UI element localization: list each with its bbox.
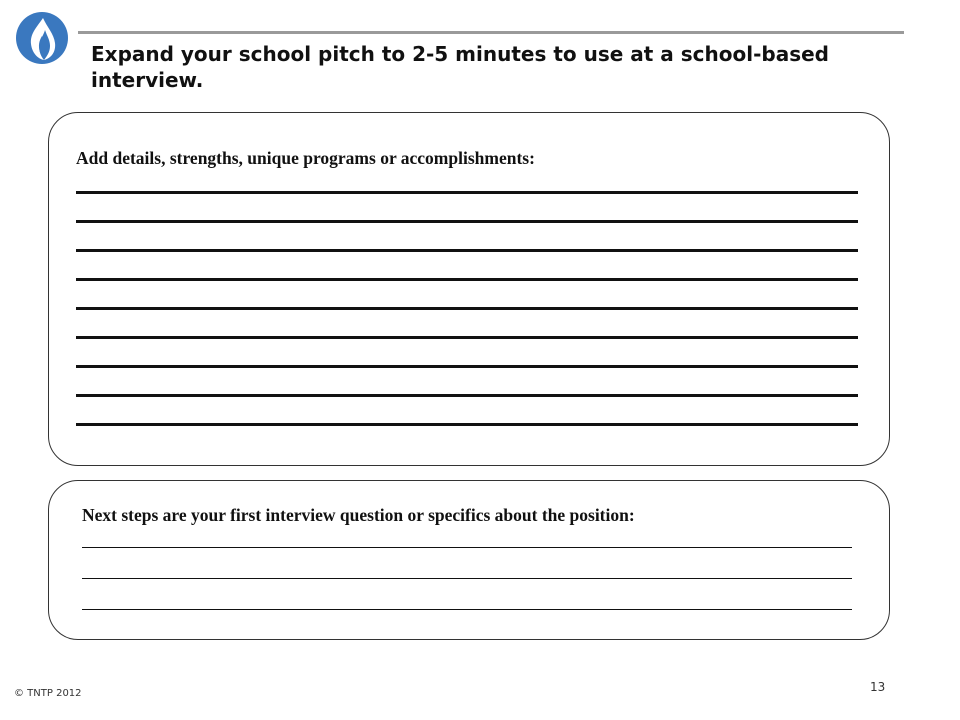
details-blank-line[interactable] [76, 278, 858, 281]
flame-logo-icon [14, 10, 70, 66]
details-blank-line[interactable] [76, 220, 858, 223]
next-steps-box [48, 480, 890, 640]
page-number: 13 [870, 680, 886, 694]
details-blank-line[interactable] [76, 336, 858, 339]
details-blank-line[interactable] [76, 394, 858, 397]
details-blank-line[interactable] [76, 365, 858, 368]
details-blank-line[interactable] [76, 249, 858, 252]
details-prompt: Add details, strengths, unique programs or accomplishments: [76, 148, 535, 168]
details-blank-line[interactable] [76, 307, 858, 310]
copyright: © TNTP 2012 [14, 688, 82, 699]
details-blank-line[interactable] [76, 423, 858, 426]
page-title: Expand your school pitch to 2-5 minutes to use at a school-based interview. [91, 42, 829, 92]
next-steps-blank-line[interactable] [82, 547, 852, 548]
next-steps-blank-line[interactable] [82, 578, 852, 579]
next-steps-blank-line[interactable] [82, 609, 852, 610]
details-box [48, 112, 890, 466]
next-steps-prompt: Next steps are your first interview question or specifics about the position: [82, 505, 635, 525]
details-blank-line[interactable] [76, 191, 858, 194]
header-rule [78, 31, 904, 34]
